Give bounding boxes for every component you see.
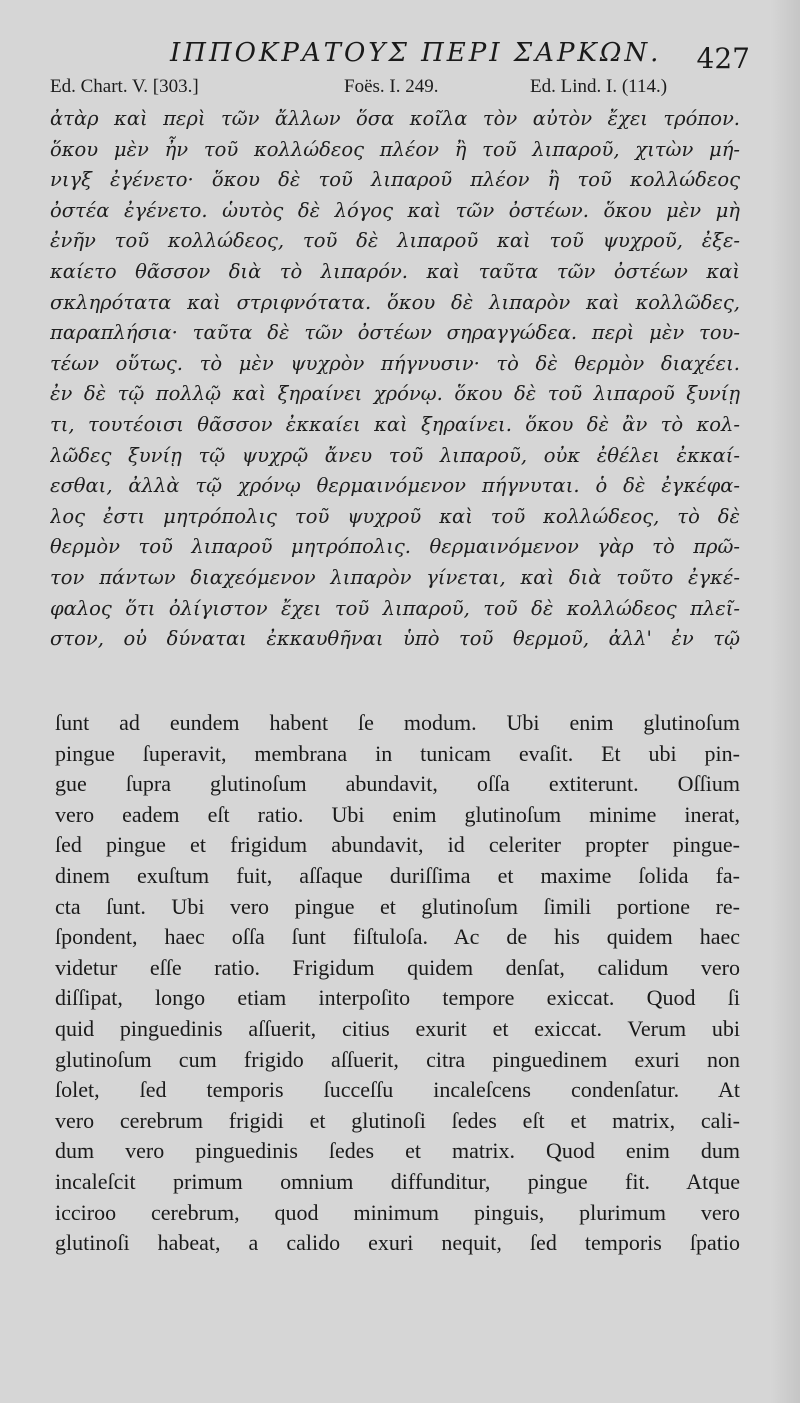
- latin-text-line: quid pinguedinis aſſuerit, citius exurit et exiccat. Verum ubi: [55, 1015, 740, 1041]
- latin-text-line: ſunt ad eundem habent ſe modum. Ubi enim glutinoſum: [55, 710, 740, 735]
- running-title: ΙΠΠΟΚΡΑΤΟΥΣ ΠΕΡΙ ΣΑΡΚΩΝ.: [170, 38, 662, 68]
- greek-text-line: λος ἐστι μητρόπολις τοῦ ψυχροῦ καὶ τοῦ κολλώδεος, τὸ δὲ: [50, 504, 740, 528]
- latin-text-line: ſed pingue et frigidum abundavit, id celeriter propter pingue-: [55, 832, 740, 858]
- greek-text-line: τι, τουτέοισι θᾶσσον ἐκκαίει καὶ ξηραίνει. ὅκου δὲ ἂν τὸ κολ-: [50, 412, 740, 436]
- latin-text-line: vero cerebrum frigidi et glutinoſi ſedes eſt et matrix, cali-: [55, 1107, 740, 1133]
- greek-text-line: σκληρότατα καὶ στριφνότατα. ὅκου δὲ λιπαρὸν καὶ κολλῶδες,: [50, 290, 740, 314]
- greek-text-line: ὀστέα ἐγένετο. ὡυτὸς δὲ λόγος καὶ τῶν ὀστέων. ὅκου μὲν μὴ: [50, 198, 740, 222]
- greek-text-line: ἐν δὲ τῷ πολλῷ καὶ ξηραίνει χρόνῳ. ὅκου δὲ τοῦ λιπαροῦ ξυνίῃ: [50, 382, 740, 406]
- greek-text-line: φαλος ὅτι ὀλίγιστον ἔχει τοῦ λιπαροῦ, τοῦ δὲ κολλώδεος πλεῖ-: [50, 596, 740, 620]
- greek-text-line: καίετο θᾶσσον διὰ τὸ λιπαρόν. καὶ ταῦτα τῶν ὀστέων καὶ: [50, 259, 740, 283]
- latin-text-block: [55, 708, 740, 1259]
- latin-text-line: diſſipat, longo etiam interpoſito tempore exiccat. Quod ſi: [55, 985, 740, 1011]
- latin-text-line: ſpondent, haec oſſa ſunt fiſtuloſa. Ac de his quidem haec: [55, 924, 740, 950]
- edition-references: [50, 76, 740, 102]
- latin-text-line: glutinoſum cum frigido aſſuerit, citra pinguedinem exuri non: [55, 1046, 740, 1072]
- running-head: [40, 30, 750, 82]
- greek-text-line: ἀτὰρ καὶ περὶ τῶν ἄλλων ὅσα κοῖλα τὸν αὐτὸν ἔχει τρόπον.: [50, 107, 740, 130]
- latin-text-line: incaleſcit primum omnium diffunditur, pingue fit. Atque: [55, 1168, 740, 1194]
- greek-text-line: τέων οὕτως. τὸ μὲν ψυχρὸν πήγνυσιν· τὸ δὲ θερμὸν διαχέει.: [50, 351, 740, 375]
- greek-text-block: [50, 104, 740, 655]
- latin-text-line: dum vero pinguedinis ſedes et matrix. Quod enim dum: [55, 1138, 740, 1164]
- latin-text-line: vero eadem eſt ratio. Ubi enim glutinoſum minime inerat,: [55, 801, 740, 827]
- latin-text-line: glutinoſi habeat, a calido exuri nequit, ſed temporis ſpatio: [55, 1230, 740, 1256]
- latin-text-line: cta ſunt. Ubi vero pingue et glutinoſum ſimili portione re-: [55, 893, 740, 919]
- page-edge-shadow: [770, 0, 800, 1403]
- edition-ref-linden: Ed. Lind. I. (114.): [530, 76, 668, 97]
- greek-text-line: λῶδες ξυνίῃ τῷ ψυχρῷ ἄνευ τοῦ λιπαροῦ, οὐκ ἐθέλει ἐκκαί-: [50, 443, 740, 467]
- greek-text-line: τον πάντων διαχεόμενον λιπαρὸν γίνεται, καὶ διὰ τοῦτο ἐγκέ-: [50, 565, 740, 589]
- greek-text-line: ὅκου μὲν ἦν τοῦ κολλώδεος πλέον ἢ τοῦ λιπαροῦ, χιτὼν μή-: [50, 137, 740, 161]
- latin-text-line: ſolet, ſed temporis ſucceſſu incaleſcens condenſatur. At: [55, 1077, 740, 1103]
- latin-text-line: dinem exuſtum fuit, aſſaque duriſſima et maxime ſolida fa-: [55, 862, 740, 888]
- edition-ref-chartier: Ed. Chart. V. [303.]: [50, 76, 199, 97]
- greek-text-line: εσθαι, ἀλλὰ τῷ χρόνῳ θερμαινόμενον πήγνυται. ὁ δὲ ἐγκέφα-: [50, 474, 740, 498]
- page-number: 427: [696, 42, 750, 75]
- edition-ref-foes: Foës. I. 249.: [344, 76, 439, 97]
- greek-text-line: παραπλήσια· ταῦτα δὲ τῶν ὀστέων σηραγγώδεα. περὶ μὲν του-: [50, 321, 740, 345]
- latin-text-line: videtur eſſe ratio. Frigidum quidem denſat, calidum vero: [55, 954, 740, 980]
- greek-text-line: νιγξ ἐγένετο· ὅκου δὲ τοῦ λιπαροῦ πλέον ἢ τοῦ κολλώδεος: [50, 168, 740, 192]
- greek-text-line: στον, οὐ δύναται ἐκκαυθῆναι ὑπὸ τοῦ θερμοῦ, ἀλλ' ἐν τῷ: [50, 627, 740, 651]
- latin-text-line: pingue ſuperavit, membrana in tunicam evaſit. Et ubi pin-: [55, 740, 740, 766]
- latin-text-line: gue ſupra glutinoſum abundavit, oſſa extiterunt. Oſſium: [55, 771, 740, 797]
- latin-text-line: icciroo cerebrum, quod minimum pinguis, plurimum vero: [55, 1199, 740, 1225]
- greek-text-line: θερμὸν τοῦ λιπαροῦ μητρόπολις. θερμαινόμενον γὰρ τὸ πρῶ-: [50, 535, 740, 559]
- greek-text-line: ἐνῆν τοῦ κολλώδεος, τοῦ δὲ λιπαροῦ καὶ τοῦ ψυχροῦ, ἐξε-: [50, 229, 740, 253]
